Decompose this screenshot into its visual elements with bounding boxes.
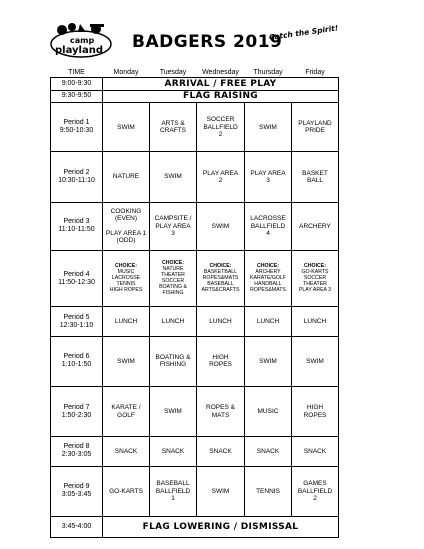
activity-line: CAMPSITE / [154, 215, 192, 223]
period-cell [51, 152, 103, 202]
activity-line: SWIM [117, 123, 135, 131]
choice-label: CHOICE: [257, 262, 279, 269]
activity-line: SNACK [303, 447, 327, 455]
activity-cell [103, 387, 150, 437]
activity-cell [150, 336, 197, 386]
activity-line: ARCHERY [255, 268, 281, 275]
activity-cell [103, 202, 150, 250]
activity-line: SWIM [211, 487, 230, 495]
activity-line: FISHING [159, 361, 187, 369]
activity-line: SNACK [209, 447, 232, 455]
activity-line: NATURE [162, 265, 184, 272]
period-cell [51, 336, 103, 386]
activity-cell [245, 307, 292, 336]
activity-line: SOCCER [161, 277, 185, 284]
activity-cell [150, 387, 197, 437]
period-time: 1:50-2:30 [61, 411, 92, 419]
row-period [51, 250, 339, 307]
activity-line [104, 223, 148, 230]
activity-line: ARTS&CRAFTS [201, 286, 240, 293]
time-cell: 9:00-9:30 [51, 78, 103, 91]
activity-cell [197, 437, 245, 466]
activity-line: 4 [266, 229, 270, 237]
time-cell: 3:45-4:00 [51, 516, 103, 537]
activity-cell [197, 387, 245, 437]
row-period [51, 307, 339, 336]
activity-line: GO-KARTS [301, 268, 329, 275]
period-name: Period 6 [63, 353, 90, 361]
activity-cell [292, 202, 339, 250]
period-time: 11:50-12:30 [58, 278, 95, 286]
activity-line: PLAY AREA 1 [105, 229, 147, 237]
activity-line: ROPES&MATS [202, 274, 239, 281]
activity-line: LUNCH [256, 317, 280, 325]
activity-cell [292, 250, 339, 307]
activity-cell [197, 250, 245, 307]
page-title: BADGERS 2019 [132, 32, 283, 52]
activity-cell [245, 152, 292, 202]
activity-cell [197, 336, 245, 386]
activity-line: LACROSSE [250, 215, 286, 223]
activity-line: KARATE / [111, 404, 141, 412]
period-name: Period 2 [63, 168, 90, 176]
activity-cell [103, 152, 150, 202]
activity-line: ROPES [209, 361, 232, 369]
activity-line: SWIM [117, 357, 135, 365]
activity-line: LUNCH [209, 317, 232, 325]
activity-line: BASEBALL [207, 280, 234, 287]
column-header-wednesday: Wednesday [202, 68, 239, 76]
period-name: Period 1 [63, 119, 90, 127]
column-header-time: TIME [68, 68, 85, 76]
activity-line: BALLFIELD [297, 487, 333, 495]
activity-cell [103, 466, 150, 516]
row-arrival [51, 78, 339, 91]
period-time: 1:10-1:50 [61, 361, 92, 369]
activity-cell [150, 307, 197, 336]
period-cell [51, 202, 103, 250]
activity-line: GO-KARTS [109, 487, 143, 495]
activity-line: MUSIC [117, 268, 135, 275]
period-time: 3:05-3:45 [61, 491, 92, 499]
activity-cell [197, 202, 245, 250]
activity-cell [150, 250, 197, 307]
activity-line: SOCCER [206, 116, 235, 124]
activity-line: BALL [307, 177, 323, 184]
activity-cell [103, 103, 150, 152]
row-period [51, 387, 339, 437]
period-time: 10:30-11:10 [58, 177, 95, 184]
activity-line: BALLFIELD [203, 123, 238, 131]
activity-line: 1 [171, 495, 175, 502]
activity-line: HIGH [212, 353, 229, 361]
activity-line: 2 [218, 130, 223, 138]
activity-cell [150, 152, 197, 202]
activity-line: (EVEN) [114, 215, 138, 223]
period-time: 11:10-11:50 [58, 226, 95, 234]
period-time: 9:50-10:30 [59, 127, 94, 135]
column-header-thursday: Thursday [253, 68, 283, 76]
activity-line: BASEBALL [156, 480, 190, 488]
activity-cell [197, 103, 245, 152]
activity-line: SWIM [306, 357, 324, 365]
row-period [51, 103, 339, 152]
choice-label: CHOICE: [115, 262, 137, 269]
header-row [51, 64, 339, 78]
activity-line: BALLFIELD [250, 222, 286, 230]
row-flag-raising [51, 90, 339, 103]
activity-line: THEATER [161, 271, 185, 278]
activity-line: BASKET [302, 169, 328, 177]
activity-line: SWIM [259, 123, 277, 131]
activity-line: BALLFIELD [155, 487, 191, 495]
activity-line: PLAY AREA [250, 169, 286, 177]
period-cell [51, 466, 103, 516]
activity-cell [245, 387, 292, 437]
period-name: Period 3 [63, 218, 90, 226]
period-name: Period 9 [63, 483, 90, 491]
activity-line: ROPES [303, 411, 327, 419]
activity-line: FISHING [162, 289, 184, 296]
period-name: Period 8 [63, 443, 90, 451]
time-cell: 9:30-9:50 [51, 90, 103, 103]
activity-line: SWIM [211, 222, 230, 230]
activity-cell [292, 336, 339, 386]
activity-line: ROPES&MATS [250, 286, 286, 293]
period-cell [51, 250, 103, 307]
column-header-tuesday: Tuesday [159, 68, 187, 76]
activity-line: SWIM [259, 357, 277, 365]
activity-line: GAMES [303, 480, 327, 488]
activity-line: SNACK [114, 447, 138, 455]
activity-line: GOLF [117, 411, 135, 419]
activity-line: CRAFTS [160, 127, 186, 135]
choice-label: CHOICE: [304, 262, 326, 269]
activity-cell [245, 202, 292, 250]
activity-cell [292, 437, 339, 466]
column-header-monday: Monday [113, 68, 139, 76]
row-period [51, 202, 339, 250]
row-period [51, 437, 339, 466]
activity-line: SNACK [256, 447, 280, 455]
activity-line: 3 [266, 177, 270, 184]
activity-cell [292, 466, 339, 516]
row-period [51, 466, 339, 516]
activity-line: ROPES & [206, 404, 235, 412]
activity-line: THEATER [303, 280, 327, 287]
choice-label: CHOICE: [162, 259, 184, 266]
activity-line: TENNIS [256, 487, 280, 495]
svg-text:camp: camp [70, 36, 95, 45]
activity-line: 3 [171, 229, 175, 237]
period-cell [51, 307, 103, 336]
activity-line: SWIM [164, 407, 182, 415]
activity-line: LUNCH [303, 317, 327, 325]
activity-line: ARCHERY [299, 222, 331, 230]
activity-line: TENNIS [116, 280, 136, 287]
activity-cell [197, 307, 245, 336]
activity-line: PRIDE [305, 127, 325, 135]
period-name: Period 7 [63, 403, 90, 411]
row-period [51, 336, 339, 386]
schedule-table [50, 64, 339, 538]
activity-line: PLAY AREA 3 [298, 286, 332, 293]
activity-cell [150, 466, 197, 516]
activity-line: NATURE [112, 173, 140, 181]
activity-cell [197, 466, 245, 516]
activity-cell [245, 437, 292, 466]
period-name: Period 5 [63, 313, 90, 321]
activity-line: SNACK [161, 447, 185, 455]
activity-line: KARATE/GOLF [250, 274, 286, 281]
activity-cell [150, 437, 197, 466]
activity-cell [103, 437, 150, 466]
period-time: 12:30-1:10 [59, 321, 94, 329]
activity-line: HIGH ROPES [109, 286, 143, 293]
activity-cell [292, 152, 339, 202]
span-cell: FLAG RAISING [103, 90, 339, 103]
row-flag-lowering [51, 516, 339, 537]
activity-line: LACROSSE [111, 274, 141, 281]
activity-cell [103, 336, 150, 386]
column-header-friday: Friday [305, 68, 325, 76]
activity-line: PLAYLAND [298, 119, 332, 127]
activity-cell [292, 387, 339, 437]
tagline: Catch the Spirit! [268, 23, 339, 42]
activity-line: SWIM [164, 173, 182, 181]
activity-cell [150, 202, 197, 250]
period-time: 2:30-3:05 [61, 451, 92, 459]
activity-cell [245, 336, 292, 386]
activity-cell [150, 103, 197, 152]
activity-line: ARTS & [161, 119, 185, 127]
period-cell [51, 387, 103, 437]
activity-line: BOATING & [159, 283, 187, 290]
activity-cell [245, 103, 292, 152]
activity-line: LUNCH [161, 317, 185, 325]
activity-cell [245, 250, 292, 307]
activity-line: SOCCER [303, 274, 327, 281]
activity-cell [197, 152, 245, 202]
activity-line: 2 [218, 177, 223, 184]
activity-line: (ODD) [116, 237, 136, 245]
activity-line: PLAY AREA [155, 222, 191, 230]
activity-cell [292, 103, 339, 152]
svg-text:playland: playland [55, 45, 103, 56]
span-cell: FLAG LOWERING / DISMISSAL [103, 516, 339, 537]
activity-line: BASKETBALL [203, 268, 238, 275]
activity-line: COOKING [110, 207, 142, 215]
activity-cell [103, 250, 150, 307]
activity-line: MUSIC [257, 407, 279, 415]
activity-line: LUNCH [114, 317, 138, 325]
row-period [51, 152, 339, 202]
activity-line: HANDBALL [254, 280, 282, 287]
activity-line: PLAY AREA [202, 169, 239, 177]
period-cell [51, 437, 103, 466]
activity-cell [103, 307, 150, 336]
activity-line: MATS [211, 411, 230, 419]
activity-line: 2 [313, 495, 317, 502]
period-cell [51, 103, 103, 152]
activity-line: BOATING & [155, 353, 191, 361]
camp-playland-logo [50, 22, 112, 60]
activity-cell [245, 466, 292, 516]
activity-cell [292, 307, 339, 336]
span-cell: ARRIVAL / FREE PLAY [103, 78, 339, 91]
period-name: Period 4 [63, 270, 90, 278]
activity-line: HIGH [306, 404, 324, 412]
choice-label: CHOICE: [209, 262, 232, 269]
